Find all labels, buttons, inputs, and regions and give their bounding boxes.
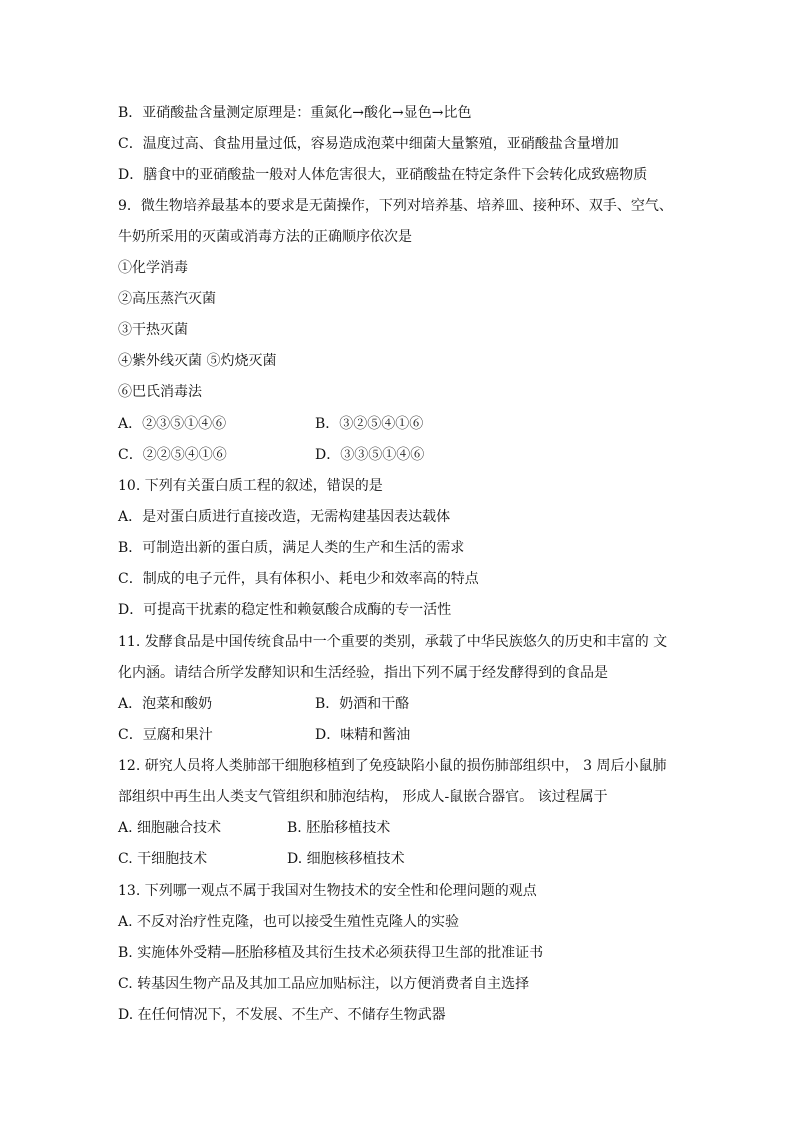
q9-item-4: ④紫外线灭菌 ⑤灼烧灭菌 [118, 353, 277, 369]
q9-item-3: ③干热灭菌 [118, 322, 188, 338]
q12-option-d: D. 细胞核移植技术 [287, 851, 405, 867]
q13-option-d: D. 在任何情况下，不发展、不生产、不储存生物武器 [118, 1007, 446, 1023]
q10-option-b: B．可制造出新的蛋白质，满足人类的生产和生活的需求 [118, 540, 465, 556]
q10-stem: 10. 下列有关蛋白质工程的叙述，错误的是 [118, 478, 383, 494]
q13-option-b: B. 实施体外受精—胚胎移植及其衍生技术必须获得卫生部的批准证书 [118, 945, 544, 961]
q8-option-d: D．膳食中的亚硝酸盐一般对人体危害很大，亚硝酸盐在特定条件下会转化成致癌物质 [118, 167, 648, 183]
q10-option-d: D．可提高干扰素的稳定性和赖氨酸合成酶的专一活性 [118, 602, 452, 618]
q11-stem-line2: 化内涵。请结合所学发酵知识和生活经验，指出下列不属于经发酵得到的食品是 [118, 665, 608, 681]
q11-stem-line1: 11. 发酵食品是中国传统食品中一个重要的类别，承载了中华民族悠久的历史和丰富的 文 [118, 634, 668, 650]
q9-option-a: A．②③⑤①④⑥ [118, 416, 227, 432]
q12-stem-line1: 12. 研究人员将人类肺部干细胞移植到了免疫缺陷小鼠的损伤肺部组织中， 3 周后小鼠肺 [118, 758, 667, 774]
q10-option-a: A．是对蛋白质进行直接改造，无需构建基因表达载体 [118, 509, 451, 525]
q9-options-row1 [118, 414, 226, 434]
q11-option-b: B．奶酒和干酪 [315, 696, 410, 712]
q9-option-d: D．③③⑤①④⑥ [315, 447, 425, 463]
q9-stem-line1: 9．微生物培养最基本的要求是无菌操作，下列对培养基、培养皿、接种环、双手、空气、 [118, 198, 673, 214]
q12-option-a: A. 细胞融合技术 [118, 820, 222, 836]
q8-option-b: B．亚硝酸盐含量测定原理是：重氮化→酸化→显色→比色 [118, 105, 472, 121]
q13-option-a: A. 不反对治疗性克隆，也可以接受生殖性克隆人的实验 [118, 914, 460, 930]
q9-item-1: ①化学消毒 [118, 260, 188, 276]
q12-option-c: C. 干细胞技术 [118, 851, 208, 867]
q10-option-c: C．制成的电子元件，具有体积小、耗电少和效率高的特点 [118, 571, 479, 587]
q13-option-c: C. 转基因生物产品及其加工品应加贴标注，以方便消费者自主选择 [118, 976, 530, 992]
q12-stem-line2: 部组织中再生出人类支气管组织和肺泡结构， 形成人-鼠嵌合器官。 该过程属于 [118, 789, 608, 805]
q9-item-2: ②高压蒸汽灭菌 [118, 291, 216, 307]
q8-option-c: C．温度过高、食盐用量过低，容易造成泡菜中细菌大量繁殖，亚硝酸盐含量增加 [118, 136, 619, 152]
q9-option-b: B．③②⑤④①⑥ [315, 416, 424, 432]
q9-item-5: ⑥巴氏消毒法 [118, 384, 202, 400]
q11-option-c: C．豆腐和果汁 [118, 727, 213, 743]
q12-option-b: B. 胚胎移植技术 [287, 820, 391, 836]
q9-stem-line2: 牛奶所采用的灭菌或消毒方法的正确顺序依次是 [118, 229, 412, 245]
q9-option-c: C．②②⑤④①⑥ [118, 447, 227, 463]
q13-stem: 13. 下列哪一观点不属于我国对生物技术的安全性和伦理问题的观点 [118, 883, 537, 899]
q11-option-d: D．味精和酱油 [315, 727, 411, 743]
q11-option-a: A．泡菜和酸奶 [118, 696, 213, 712]
